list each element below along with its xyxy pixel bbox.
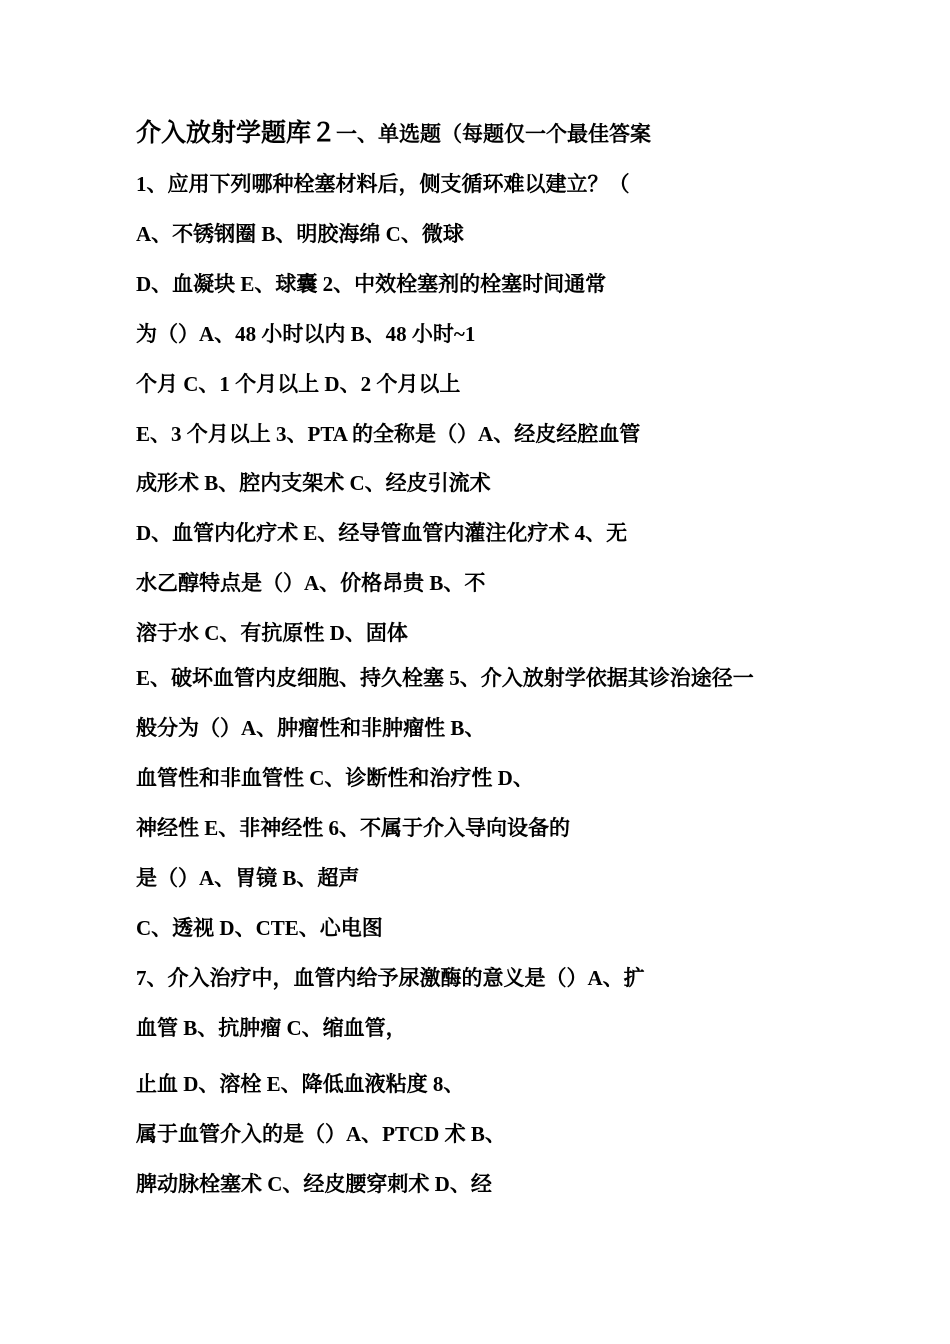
document-title — [136, 113, 651, 149]
text-line: 是（）A、胃镜 B、超声 — [136, 866, 360, 890]
text-line: E、3 个月以上 3、PTA 的全称是（）A、经皮经腔血管 — [136, 422, 641, 446]
text-line: 止血 D、溶栓 E、降低血液粘度 8、 — [136, 1072, 465, 1096]
text-line: 1、应用下列哪种栓塞材料后，侧支循环难以建立？（ — [136, 172, 630, 196]
text-line: 溶于水 C、有抗原性 D、固体 — [136, 621, 408, 645]
text-line: 血管 B、抗肿瘤 C、缩血管， — [136, 1016, 407, 1040]
text-line: 属于血管介入的是（）A、PTCD 术 B、 — [136, 1122, 506, 1146]
title-main: 介入放射学题库２ — [136, 118, 337, 147]
text-line: 7、介入治疗中，血管内给予尿激酶的意义是（）A、扩 — [136, 966, 645, 990]
text-line: D、血管内化疗术 E、经导管血管内灌注化疗术 4、无 — [136, 521, 628, 545]
text-line: 血管性和非血管性 C、诊断性和治疗性 D、 — [136, 766, 534, 790]
text-line: 为（）A、48 小时以内 B、48 小时~1 — [136, 322, 476, 346]
title-section-heading: 一、单选题（每题仅一个最佳答案 — [336, 121, 652, 146]
text-line: 水乙醇特点是（）A、价格昂贵 B、不 — [136, 571, 486, 595]
text-line: 成形术 B、腔内支架术 C、经皮引流术 — [136, 471, 491, 495]
text-line: A、不锈钢圈 B、明胶海绵 C、微球 — [136, 222, 464, 246]
text-line: 个月 C、1 个月以上 D、2 个月以上 — [136, 372, 461, 396]
text-line: 神经性 E、非神经性 6、不属于介入导向设备的 — [136, 816, 571, 840]
text-line: C、透视 D、CTE、心电图 — [136, 916, 383, 940]
text-line: E、破坏血管内皮细胞、持久栓塞 5、介入放射学依据其诊治途径一 — [136, 666, 754, 690]
text-line: 般分为（）A、肿瘤性和非肿瘤性 B、 — [136, 716, 486, 740]
text-line: 脾动脉栓塞术 C、经皮腰穿刺术 D、经 — [136, 1172, 492, 1196]
text-line: D、血凝块 E、球囊 2、中效栓塞剂的栓塞时间通常 — [136, 272, 607, 296]
